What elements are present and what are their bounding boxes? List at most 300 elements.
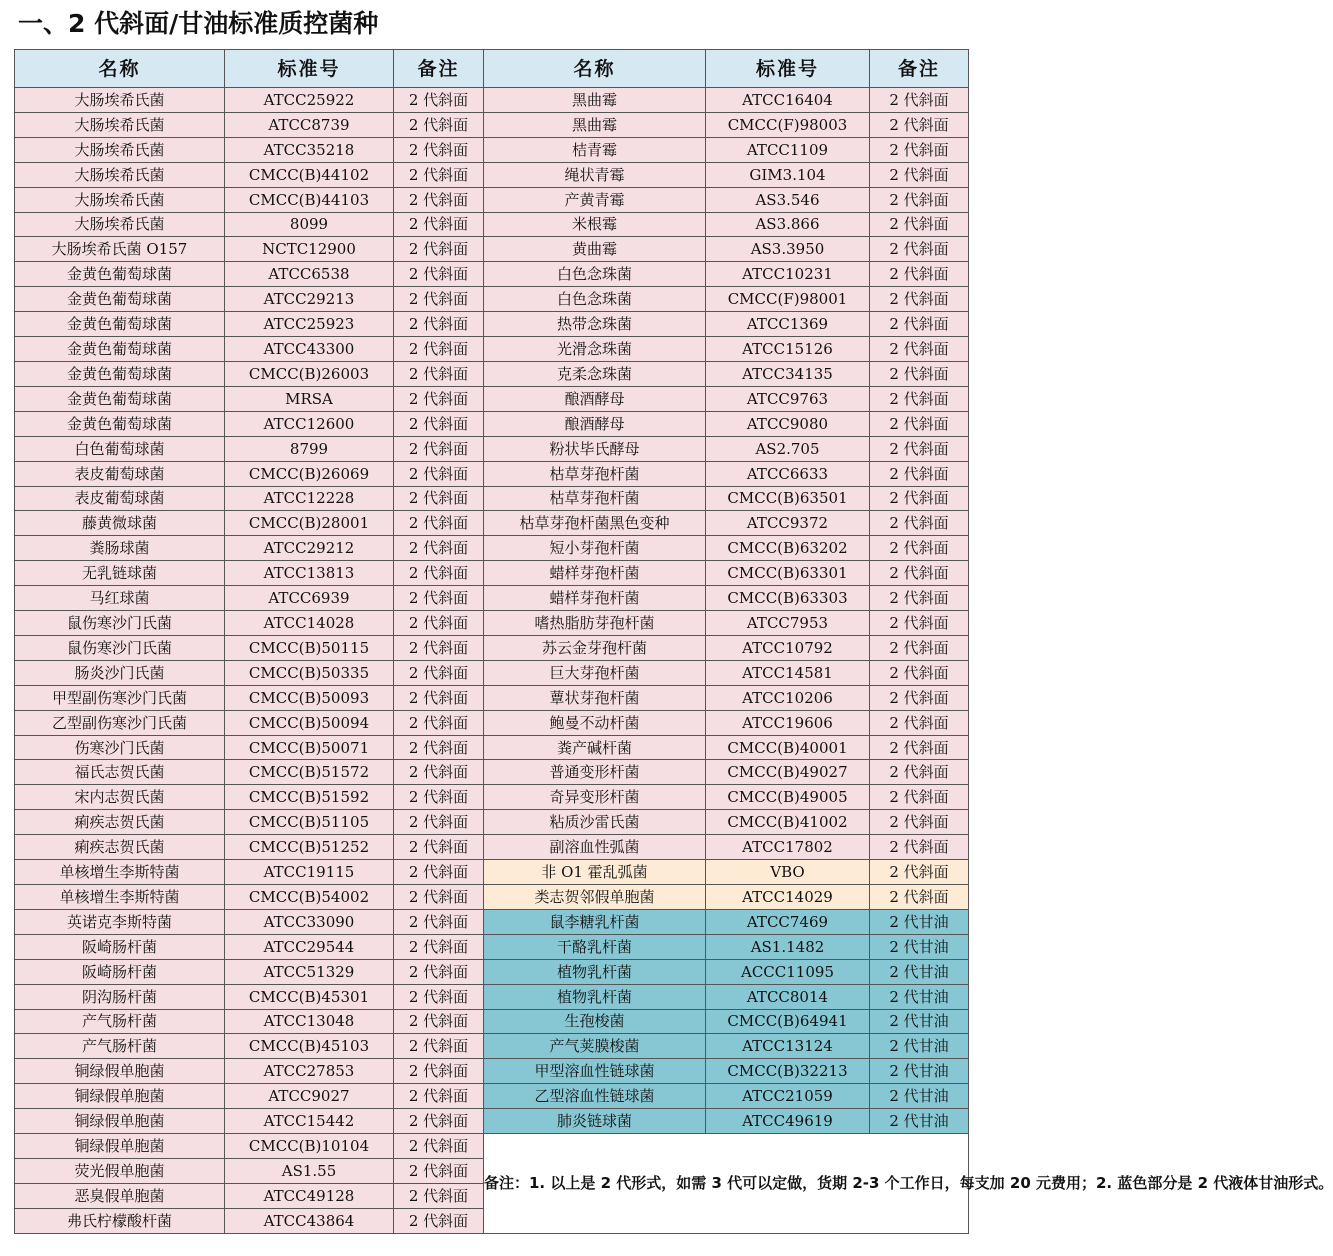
- right-code-cell: ATCC21059: [706, 1084, 870, 1109]
- table-row: [15, 536, 969, 561]
- left-code-cell: ATCC9027: [225, 1084, 394, 1109]
- right-note-cell: 2 代斜面: [870, 835, 969, 860]
- right-name-cell: 光滑念珠菌: [484, 337, 706, 362]
- left-name-cell: 大肠埃希氏菌: [15, 88, 225, 113]
- right-name-cell: 热带念珠菌: [484, 312, 706, 337]
- right-note-cell: 2 代斜面: [870, 760, 969, 785]
- table-row: [15, 685, 969, 710]
- left-code-cell: MRSA: [225, 386, 394, 411]
- table-row: [15, 1059, 969, 1084]
- right-code-cell: ATCC6633: [706, 461, 870, 486]
- left-code-cell: CMCC(B)45301: [225, 984, 394, 1009]
- left-note-cell: 2 代斜面: [394, 511, 484, 536]
- page-title: 一、2 代斜面/甘油标准质控菌种: [18, 9, 379, 38]
- right-name-cell: 非 O1 霍乱弧菌: [484, 860, 706, 885]
- table-row: [15, 386, 969, 411]
- right-code-cell: CMCC(B)41002: [706, 810, 870, 835]
- left-note-cell: 2 代斜面: [394, 1109, 484, 1134]
- right-name-cell: 枯草芽孢杆菌: [484, 461, 706, 486]
- table-row: [15, 860, 969, 885]
- right-note-cell: 2 代甘油: [870, 1059, 969, 1084]
- right-code-cell: AS3.546: [706, 187, 870, 212]
- left-name-cell: 金黄色葡萄球菌: [15, 386, 225, 411]
- right-code-cell: CMCC(B)63303: [706, 586, 870, 611]
- left-code-cell: CMCC(B)45103: [225, 1034, 394, 1059]
- right-note-cell: 2 代甘油: [870, 1084, 969, 1109]
- left-note-cell: 2 代斜面: [394, 860, 484, 885]
- left-code-cell: CMCC(B)51592: [225, 785, 394, 810]
- left-code-cell: CMCC(B)51105: [225, 810, 394, 835]
- left-note-cell: 2 代斜面: [394, 162, 484, 187]
- table-row: [15, 262, 969, 287]
- right-code-cell: ATCC9763: [706, 386, 870, 411]
- right-name-cell: 干酪乳杆菌: [484, 934, 706, 959]
- left-code-cell: ATCC43300: [225, 337, 394, 362]
- left-code-cell: CMCC(B)28001: [225, 511, 394, 536]
- left-note-cell: 2 代斜面: [394, 810, 484, 835]
- table-row: [15, 461, 969, 486]
- left-name-cell: 大肠埃希氏菌: [15, 212, 225, 237]
- left-note-cell: 2 代斜面: [394, 635, 484, 660]
- table-row: [15, 486, 969, 511]
- right-code-cell: CMCC(F)98001: [706, 287, 870, 312]
- right-code-cell: ATCC9372: [706, 511, 870, 536]
- table-row: [15, 287, 969, 312]
- left-code-cell: CMCC(B)50094: [225, 710, 394, 735]
- table-row: [15, 984, 969, 1009]
- table-row: [15, 162, 969, 187]
- right-note-cell: 2 代斜面: [870, 536, 969, 561]
- left-code-cell: ATCC25922: [225, 88, 394, 113]
- left-note-cell: 2 代斜面: [394, 561, 484, 586]
- table-row: [15, 909, 969, 934]
- table-row: [15, 660, 969, 685]
- left-code-cell: CMCC(B)54002: [225, 885, 394, 910]
- right-note-cell: 2 代斜面: [870, 586, 969, 611]
- right-code-cell: ATCC19606: [706, 710, 870, 735]
- table-row: [15, 1034, 969, 1059]
- left-note-cell: 2 代斜面: [394, 710, 484, 735]
- left-code-cell: ATCC25923: [225, 312, 394, 337]
- table-row: [15, 212, 969, 237]
- left-name-cell: 荧光假单胞菌: [15, 1158, 225, 1183]
- right-code-cell: CMCC(B)63301: [706, 561, 870, 586]
- left-name-cell: 鼠伤寒沙门氏菌: [15, 611, 225, 636]
- left-name-cell: 产气肠杆菌: [15, 1034, 225, 1059]
- right-code-cell: ATCC10792: [706, 635, 870, 660]
- left-note-cell: 2 代斜面: [394, 885, 484, 910]
- left-note-cell: 2 代斜面: [394, 984, 484, 1009]
- right-name-cell: 桔青霉: [484, 137, 706, 162]
- right-note-cell: 2 代斜面: [870, 860, 969, 885]
- right-note-cell: 2 代斜面: [870, 785, 969, 810]
- right-name-cell: 黑曲霉: [484, 88, 706, 113]
- left-note-cell: 2 代斜面: [394, 934, 484, 959]
- right-name-cell: 植物乳杆菌: [484, 984, 706, 1009]
- right-code-cell: ATCC7469: [706, 909, 870, 934]
- right-code-cell: ATCC10206: [706, 685, 870, 710]
- left-note-cell: 2 代斜面: [394, 137, 484, 162]
- left-code-cell: ATCC6939: [225, 586, 394, 611]
- right-note-cell: 2 代斜面: [870, 88, 969, 113]
- left-note-cell: 2 代斜面: [394, 386, 484, 411]
- left-name-cell: 金黄色葡萄球菌: [15, 312, 225, 337]
- left-code-cell: CMCC(B)51252: [225, 835, 394, 860]
- table-row: [15, 959, 969, 984]
- table-row: [15, 1109, 969, 1134]
- left-note-cell: 2 代斜面: [394, 909, 484, 934]
- left-note-cell: 2 代斜面: [394, 685, 484, 710]
- left-code-cell: CMCC(B)10104: [225, 1134, 394, 1159]
- left-name-cell: 弗氏柠檬酸杆菌: [15, 1208, 225, 1233]
- left-name-cell: 金黄色葡萄球菌: [15, 287, 225, 312]
- left-code-cell: AS1.55: [225, 1158, 394, 1183]
- header-code-left: 标准号: [225, 50, 394, 88]
- right-note-cell: 2 代斜面: [870, 436, 969, 461]
- right-code-cell: CMCC(B)63501: [706, 486, 870, 511]
- right-code-cell: ATCC8014: [706, 984, 870, 1009]
- left-note-cell: 2 代斜面: [394, 660, 484, 685]
- left-note-cell: 2 代斜面: [394, 361, 484, 386]
- left-name-cell: 铜绿假单胞菌: [15, 1109, 225, 1134]
- right-name-cell: 短小芽孢杆菌: [484, 536, 706, 561]
- left-code-cell: ATCC6538: [225, 262, 394, 287]
- right-note-cell: 2 代甘油: [870, 934, 969, 959]
- left-code-cell: CMCC(B)50071: [225, 735, 394, 760]
- right-code-cell: CMCC(B)32213: [706, 1059, 870, 1084]
- right-name-cell: 蕈状芽孢杆菌: [484, 685, 706, 710]
- right-name-cell: 粪产碱杆菌: [484, 735, 706, 760]
- right-name-cell: 枯草芽孢杆菌: [484, 486, 706, 511]
- left-name-cell: 阪崎肠杆菌: [15, 959, 225, 984]
- left-name-cell: 大肠埃希氏菌: [15, 112, 225, 137]
- left-note-cell: 2 代斜面: [394, 312, 484, 337]
- right-note-cell: 2 代甘油: [870, 909, 969, 934]
- right-note-cell: 2 代斜面: [870, 885, 969, 910]
- table-row: [15, 611, 969, 636]
- right-code-cell: ATCC14029: [706, 885, 870, 910]
- right-note-cell: 2 代斜面: [870, 660, 969, 685]
- right-code-cell: AS1.1482: [706, 934, 870, 959]
- left-code-cell: ATCC12228: [225, 486, 394, 511]
- right-code-cell: ATCC14581: [706, 660, 870, 685]
- left-code-cell: ATCC14028: [225, 611, 394, 636]
- header-name-left: 名称: [15, 50, 225, 88]
- right-note-cell: 2 代甘油: [870, 1009, 969, 1034]
- left-code-cell: CMCC(B)51572: [225, 760, 394, 785]
- table-row: [15, 436, 969, 461]
- left-name-cell: 表皮葡萄球菌: [15, 461, 225, 486]
- table-row: [15, 735, 969, 760]
- left-name-cell: 金黄色葡萄球菌: [15, 337, 225, 362]
- right-note-cell: 2 代斜面: [870, 187, 969, 212]
- left-name-cell: 铜绿假单胞菌: [15, 1134, 225, 1159]
- right-code-cell: ATCC13124: [706, 1034, 870, 1059]
- left-name-cell: 粪肠球菌: [15, 536, 225, 561]
- right-note-cell: 2 代斜面: [870, 287, 969, 312]
- right-note-cell: 2 代斜面: [870, 386, 969, 411]
- right-note-cell: 2 代斜面: [870, 361, 969, 386]
- right-note-cell: 2 代斜面: [870, 486, 969, 511]
- right-note-cell: 2 代斜面: [870, 685, 969, 710]
- right-code-cell: ATCC1369: [706, 312, 870, 337]
- table-row: [15, 1009, 969, 1034]
- table-row: [15, 112, 969, 137]
- left-name-cell: 金黄色葡萄球菌: [15, 411, 225, 436]
- left-name-cell: 痢疾志贺氏菌: [15, 810, 225, 835]
- right-name-cell: 嗜热脂肪芽孢杆菌: [484, 611, 706, 636]
- left-note-cell: 2 代斜面: [394, 611, 484, 636]
- left-note-cell: 2 代斜面: [394, 187, 484, 212]
- left-code-cell: ATCC19115: [225, 860, 394, 885]
- left-note-cell: 2 代斜面: [394, 1158, 484, 1183]
- right-note-cell: 2 代斜面: [870, 611, 969, 636]
- right-note-cell: 2 代斜面: [870, 112, 969, 137]
- right-name-cell: 米根霉: [484, 212, 706, 237]
- left-name-cell: 单核增生李斯特菌: [15, 860, 225, 885]
- right-name-cell: 粘质沙雷氏菌: [484, 810, 706, 835]
- right-name-cell: 乙型溶血性链球菌: [484, 1084, 706, 1109]
- header-code-right: 标准号: [706, 50, 870, 88]
- right-note-cell: 2 代斜面: [870, 735, 969, 760]
- left-code-cell: ATCC29212: [225, 536, 394, 561]
- right-note-cell: 2 代斜面: [870, 561, 969, 586]
- left-note-cell: 2 代斜面: [394, 411, 484, 436]
- left-name-cell: 乙型副伤寒沙门氏菌: [15, 710, 225, 735]
- left-note-cell: 2 代斜面: [394, 785, 484, 810]
- table-row: [15, 237, 969, 262]
- right-name-cell: 蜡样芽孢杆菌: [484, 586, 706, 611]
- left-code-cell: ATCC27853: [225, 1059, 394, 1084]
- table-row: [15, 635, 969, 660]
- left-name-cell: 白色葡萄球菌: [15, 436, 225, 461]
- left-name-cell: 宋内志贺氏菌: [15, 785, 225, 810]
- left-name-cell: 金黄色葡萄球菌: [15, 262, 225, 287]
- right-note-cell: 2 代斜面: [870, 710, 969, 735]
- left-code-cell: CMCC(B)50093: [225, 685, 394, 710]
- table-row: [15, 88, 969, 113]
- right-note-cell: 2 代斜面: [870, 461, 969, 486]
- left-note-cell: 2 代斜面: [394, 760, 484, 785]
- left-code-cell: ATCC35218: [225, 137, 394, 162]
- left-code-cell: ATCC13813: [225, 561, 394, 586]
- left-note-cell: 2 代斜面: [394, 735, 484, 760]
- table-row: [15, 785, 969, 810]
- left-note-cell: 2 代斜面: [394, 112, 484, 137]
- left-name-cell: 马红球菌: [15, 586, 225, 611]
- left-code-cell: CMCC(B)44102: [225, 162, 394, 187]
- left-name-cell: 单核增生李斯特菌: [15, 885, 225, 910]
- right-code-cell: AS3.3950: [706, 237, 870, 262]
- right-name-cell: 甲型溶血性链球菌: [484, 1059, 706, 1084]
- left-name-cell: 表皮葡萄球菌: [15, 486, 225, 511]
- right-code-cell: ATCC16404: [706, 88, 870, 113]
- left-name-cell: 铜绿假单胞菌: [15, 1059, 225, 1084]
- left-name-cell: 大肠埃希氏菌: [15, 137, 225, 162]
- right-note-cell: 2 代斜面: [870, 162, 969, 187]
- right-note-cell: 2 代甘油: [870, 1034, 969, 1059]
- right-note-cell: 2 代斜面: [870, 212, 969, 237]
- right-name-cell: 产气荚膜梭菌: [484, 1034, 706, 1059]
- right-code-cell: CMCC(B)63202: [706, 536, 870, 561]
- left-note-cell: 2 代斜面: [394, 835, 484, 860]
- left-note-cell: 2 代斜面: [394, 1183, 484, 1208]
- right-name-cell: 酿酒酵母: [484, 386, 706, 411]
- right-code-cell: ATCC10231: [706, 262, 870, 287]
- right-name-cell: 枯草芽孢杆菌黑色变种: [484, 511, 706, 536]
- right-name-cell: 绳状青霉: [484, 162, 706, 187]
- left-code-cell: ATCC51329: [225, 959, 394, 984]
- right-note-cell: 2 代斜面: [870, 411, 969, 436]
- right-note-cell: 2 代斜面: [870, 635, 969, 660]
- right-note-cell: 2 代甘油: [870, 1109, 969, 1134]
- left-code-cell: CMCC(B)26069: [225, 461, 394, 486]
- left-note-cell: 2 代斜面: [394, 1208, 484, 1233]
- left-code-cell: NCTC12900: [225, 237, 394, 262]
- right-code-cell: AS2.705: [706, 436, 870, 461]
- left-note-cell: 2 代斜面: [394, 586, 484, 611]
- left-note-cell: 2 代斜面: [394, 1059, 484, 1084]
- right-code-cell: ATCC9080: [706, 411, 870, 436]
- left-code-cell: ATCC12600: [225, 411, 394, 436]
- table-row: [15, 411, 969, 436]
- left-name-cell: 伤寒沙门氏菌: [15, 735, 225, 760]
- right-name-cell: 粉状毕氏酵母: [484, 436, 706, 461]
- left-name-cell: 阪崎肠杆菌: [15, 934, 225, 959]
- right-name-cell: 类志贺邻假单胞菌: [484, 885, 706, 910]
- table-row: [15, 337, 969, 362]
- left-note-cell: 2 代斜面: [394, 1084, 484, 1109]
- right-note-cell: 2 代斜面: [870, 810, 969, 835]
- right-note-cell: 2 代斜面: [870, 511, 969, 536]
- right-name-cell: 植物乳杆菌: [484, 959, 706, 984]
- right-name-cell: 鲍曼不动杆菌: [484, 710, 706, 735]
- left-code-cell: 8099: [225, 212, 394, 237]
- left-name-cell: 福氏志贺氏菌: [15, 760, 225, 785]
- right-code-cell: ATCC49619: [706, 1109, 870, 1134]
- right-note-cell: 2 代甘油: [870, 959, 969, 984]
- right-name-cell: 克柔念珠菌: [484, 361, 706, 386]
- left-code-cell: CMCC(B)50115: [225, 635, 394, 660]
- left-name-cell: 大肠埃希氏菌: [15, 162, 225, 187]
- table-row: [15, 187, 969, 212]
- left-note-cell: 2 代斜面: [394, 287, 484, 312]
- right-note-cell: 2 代斜面: [870, 237, 969, 262]
- right-name-cell: 生孢梭菌: [484, 1009, 706, 1034]
- left-code-cell: CMCC(B)50335: [225, 660, 394, 685]
- left-name-cell: 大肠埃希氏菌 O157: [15, 237, 225, 262]
- left-note-cell: 2 代斜面: [394, 237, 484, 262]
- right-code-cell: ATCC17802: [706, 835, 870, 860]
- right-note-cell: 2 代斜面: [870, 337, 969, 362]
- right-code-cell: CMCC(B)49027: [706, 760, 870, 785]
- right-note-cell: 2 代斜面: [870, 312, 969, 337]
- right-name-cell: 产黄青霉: [484, 187, 706, 212]
- left-name-cell: 甲型副伤寒沙门氏菌: [15, 685, 225, 710]
- right-name-cell: 苏云金芽孢杆菌: [484, 635, 706, 660]
- table-row: [15, 835, 969, 860]
- left-name-cell: 无乳链球菌: [15, 561, 225, 586]
- left-code-cell: ATCC13048: [225, 1009, 394, 1034]
- left-code-cell: ATCC29544: [225, 934, 394, 959]
- right-code-cell: CMCC(F)98003: [706, 112, 870, 137]
- right-code-cell: ATCC7953: [706, 611, 870, 636]
- left-note-cell: 2 代斜面: [394, 486, 484, 511]
- right-name-cell: 奇异变形杆菌: [484, 785, 706, 810]
- left-name-cell: 阴沟肠杆菌: [15, 984, 225, 1009]
- table-row: [15, 561, 969, 586]
- right-name-cell: 巨大芽孢杆菌: [484, 660, 706, 685]
- left-note-cell: 2 代斜面: [394, 536, 484, 561]
- left-note-cell: 2 代斜面: [394, 1009, 484, 1034]
- right-note-cell: 2 代斜面: [870, 137, 969, 162]
- left-code-cell: ATCC49128: [225, 1183, 394, 1208]
- right-note-cell: 2 代甘油: [870, 984, 969, 1009]
- right-name-cell: 白色念珠菌: [484, 262, 706, 287]
- table-header-row: [15, 50, 969, 88]
- table-row: [15, 312, 969, 337]
- table-row: [15, 760, 969, 785]
- left-code-cell: ATCC33090: [225, 909, 394, 934]
- right-code-cell: ATCC15126: [706, 337, 870, 362]
- table-row: [15, 934, 969, 959]
- table-row: [15, 710, 969, 735]
- left-code-cell: 8799: [225, 436, 394, 461]
- header-name-right: 名称: [484, 50, 706, 88]
- left-code-cell: ATCC29213: [225, 287, 394, 312]
- right-note-cell: 2 代斜面: [870, 262, 969, 287]
- left-name-cell: 痢疾志贺氏菌: [15, 835, 225, 860]
- right-code-cell: GIM3.104: [706, 162, 870, 187]
- header-note-left: 备注: [394, 50, 484, 88]
- left-note-cell: 2 代斜面: [394, 337, 484, 362]
- left-note-cell: 2 代斜面: [394, 436, 484, 461]
- left-name-cell: 英诺克李斯特菌: [15, 909, 225, 934]
- header-note-right: 备注: [870, 50, 969, 88]
- table-row: [15, 137, 969, 162]
- left-name-cell: 恶臭假单胞菌: [15, 1183, 225, 1208]
- right-name-cell: 肺炎链球菌: [484, 1109, 706, 1134]
- left-note-cell: 2 代斜面: [394, 461, 484, 486]
- left-note-cell: 2 代斜面: [394, 1134, 484, 1159]
- right-code-cell: CMCC(B)40001: [706, 735, 870, 760]
- right-code-cell: ATCC34135: [706, 361, 870, 386]
- table-row: [15, 1084, 969, 1109]
- remark-note: 备注：1. 以上是 2 代形式，如需 3 代可以定做，货期 2-3 个工作日，每支加 20 元费用；2. 蓝色部分是 2 代液体甘油形式。: [484, 1134, 969, 1234]
- strain-table: [14, 49, 1333, 1234]
- table-row: [15, 810, 969, 835]
- left-note-cell: 2 代斜面: [394, 212, 484, 237]
- right-name-cell: 白色念珠菌: [484, 287, 706, 312]
- left-name-cell: 藤黄微球菌: [15, 511, 225, 536]
- left-note-cell: 2 代斜面: [394, 88, 484, 113]
- right-code-cell: ACCC11095: [706, 959, 870, 984]
- table-row: [15, 361, 969, 386]
- left-code-cell: ATCC8739: [225, 112, 394, 137]
- left-note-cell: 2 代斜面: [394, 262, 484, 287]
- left-name-cell: 产气肠杆菌: [15, 1009, 225, 1034]
- right-name-cell: 蜡样芽孢杆菌: [484, 561, 706, 586]
- table-row: [15, 885, 969, 910]
- table-row: [15, 586, 969, 611]
- right-name-cell: 普通变形杆菌: [484, 760, 706, 785]
- table-row: [15, 511, 969, 536]
- right-name-cell: 副溶血性弧菌: [484, 835, 706, 860]
- right-code-cell: ATCC1109: [706, 137, 870, 162]
- left-code-cell: CMCC(B)44103: [225, 187, 394, 212]
- left-note-cell: 2 代斜面: [394, 1034, 484, 1059]
- left-code-cell: ATCC15442: [225, 1109, 394, 1134]
